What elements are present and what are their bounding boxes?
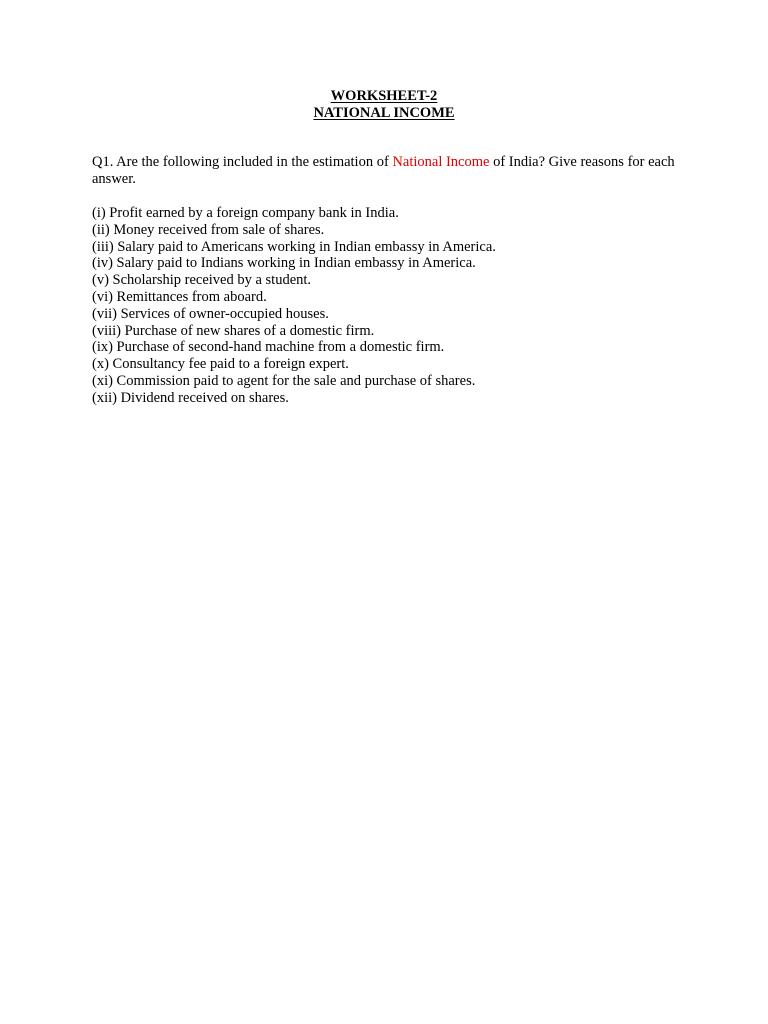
worksheet-subtitle: NATIONAL INCOME (313, 105, 455, 121)
list-item: (xi) Commission paid to agent for the sale and purchase of shares. (92, 372, 476, 389)
worksheet-title: WORKSHEET-2 (330, 88, 438, 104)
list-item: (viii) Purchase of new shares of a domestic firm. (92, 322, 375, 339)
worksheet-heading (0, 88, 768, 122)
list-item: (x) Consultancy fee paid to a foreign expert. (92, 356, 349, 373)
question-items-list (92, 205, 692, 407)
list-item: (ix) Purchase of second-hand machine from a domestic firm. (92, 339, 445, 356)
question-1 (92, 154, 682, 188)
list-item: (vi) Remittances from aboard. (92, 288, 267, 305)
list-item: (vii) Services of owner-occupied houses. (92, 305, 329, 322)
question-highlight: National Income (392, 154, 490, 170)
question-suffix: of India? Give reasons for each answer. (92, 154, 675, 187)
list-item: (i) Profit earned by a foreign company bank in India. (92, 205, 399, 221)
list-item: (ii) Money received from sale of shares. (92, 221, 325, 238)
question-prefix: Q1. Are the following included in the estimation of (92, 154, 393, 170)
list-item: (iii) Salary paid to Americans working in Indian embassy in America. (92, 238, 496, 255)
list-item: (v) Scholarship received by a student. (92, 272, 312, 289)
list-item: (iv) Salary paid to Indians working in Indian embassy in America. (92, 255, 476, 272)
list-item: (xii) Dividend received on shares. (92, 389, 289, 406)
